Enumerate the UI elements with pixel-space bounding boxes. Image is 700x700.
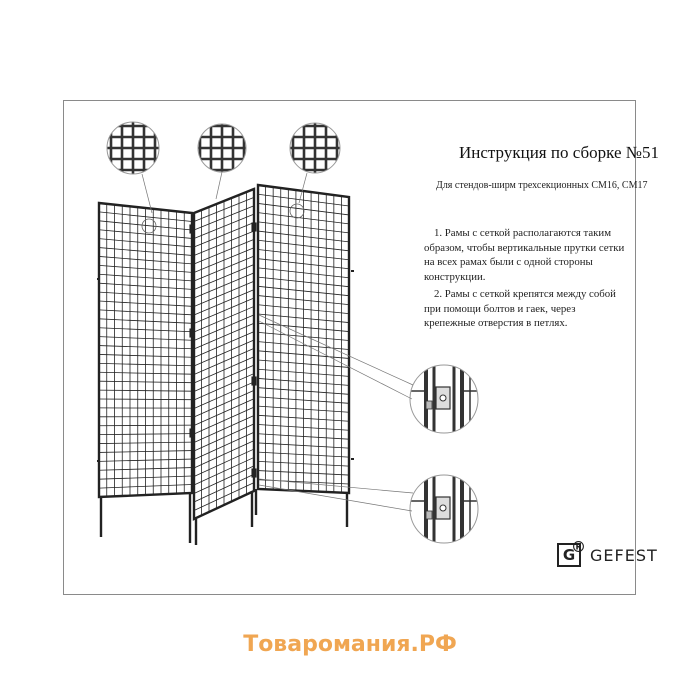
page-title: Инструкция по сборке №51	[459, 143, 659, 162]
mesh-detail-icon-middle	[198, 124, 246, 172]
instruction-steps	[424, 226, 629, 334]
instruction-step: 1. Рамы с сеткой располагаются таким образом, чтобы вертикальные прутки сетки на всех рамах были с одной стороны конструкции.	[424, 227, 625, 283]
registered-mark: ®	[571, 538, 586, 556]
mesh-detail-icon-right	[290, 123, 340, 173]
watermark: Товаромания.РФ	[243, 632, 457, 657]
instruction-sheet	[63, 100, 659, 595]
gefest-logo-icon	[557, 538, 586, 567]
instruction-step: 2. Рамы с сеткой крепятся между собой при помощи болтов и гаек, через крепежные отверстия в петлях.	[424, 288, 616, 329]
mesh-detail-icon-left	[107, 122, 159, 174]
brand-name: GEFEST	[590, 545, 658, 565]
page-subtitle: Для стендов-ширм трехсекционных СМ16, СМ17	[436, 180, 648, 191]
screen-panel-middle	[194, 189, 254, 519]
screen-panel-left	[99, 203, 192, 497]
screen-assembly-drawing	[64, 101, 659, 596]
brand-logo	[557, 538, 658, 569]
brand-mark-letter: G	[562, 546, 576, 564]
hinge-detail-icon-upper	[410, 365, 478, 433]
screen-panel-right	[258, 185, 349, 493]
hinge-detail-icon-lower	[410, 475, 478, 543]
